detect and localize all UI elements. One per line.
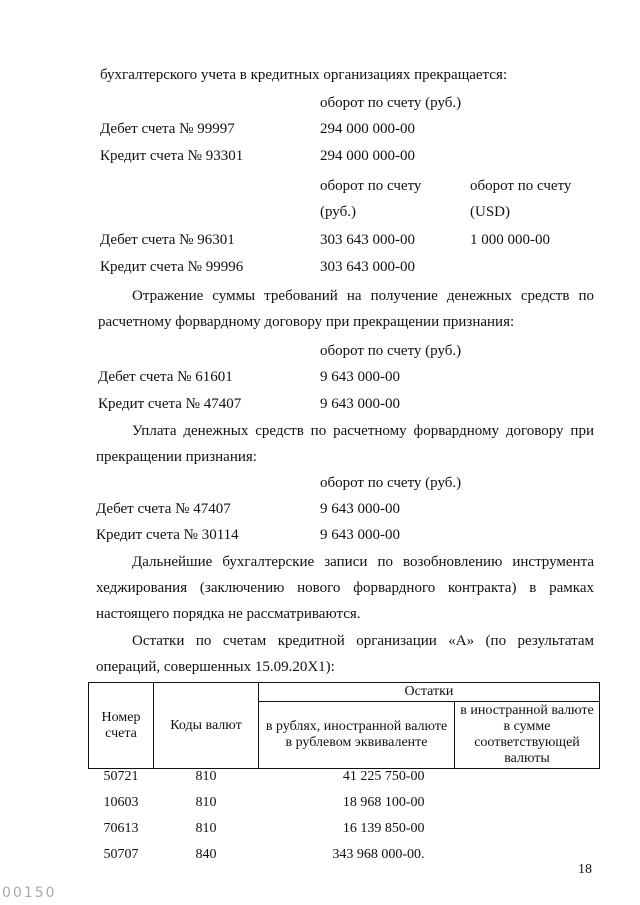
header-balances: Остатки: [259, 683, 600, 702]
paragraph-line: Остатки по счетам кредитной организации «А» (по результатам: [132, 633, 594, 649]
rub-cell: 343 968 000-00.: [332, 847, 425, 863]
rub-cell: 18 968 100-00: [342, 795, 425, 811]
code-cell: 810: [195, 769, 217, 785]
entry-label: Кредит счета № 30114: [96, 527, 239, 543]
account-cell: 50721: [103, 769, 139, 785]
account-cell: 70613: [103, 821, 139, 837]
fx-cell: [455, 769, 600, 796]
entry-amount: 9 643 000-00: [320, 527, 400, 543]
paragraph-line: прекращении признания:: [96, 449, 257, 465]
table-row: [89, 847, 600, 873]
entry-label: Кредит счета № 47407: [98, 396, 242, 412]
turnover-unit-rub: (руб.): [320, 204, 356, 220]
entry-amount: 303 643 000-00: [320, 259, 415, 275]
rub-cell: 41 225 750-00: [342, 769, 425, 785]
archive-stamp: 00150: [2, 885, 57, 901]
account-cell: 10603: [103, 795, 139, 811]
turnover-header: оборот по счету (руб.): [320, 475, 462, 491]
entry-amount: 9 643 000-00: [320, 501, 400, 517]
turnover-unit-usd: (USD): [470, 204, 510, 220]
entry-label: Дебет счета № 99997: [100, 121, 235, 137]
paragraph-line: Дальнейшие бухгалтерские записи по возобновлению инструмента: [132, 554, 594, 570]
turnover-header-usd: оборот по счету: [470, 178, 572, 194]
fx-cell: [455, 795, 600, 821]
header-codes: Коды валют: [154, 683, 259, 769]
account-cell: 50707: [103, 847, 139, 863]
entry-label: Дебет счета № 61601: [98, 369, 233, 385]
page-number: 18: [578, 862, 592, 877]
turnover-header-rub: оборот по счету: [320, 178, 422, 194]
intro-line: бухгалтерского учета в кредитных организациях прекращается:: [100, 67, 508, 83]
entry-label: Дебет счета № 96301: [100, 232, 235, 248]
code-cell: 810: [195, 795, 217, 811]
entry-amount: 294 000 000-00: [320, 148, 415, 164]
paragraph-line: хеджирования (заключению нового форвардного контракта) в рамках: [96, 580, 594, 596]
code-cell: 810: [195, 821, 217, 837]
entry-amount: 294 000 000-00: [320, 121, 415, 137]
paragraph-line: настоящего порядка не рассматриваются.: [96, 606, 361, 622]
turnover-header: оборот по счету (руб.): [320, 343, 462, 359]
turnover-header: оборот по счету (руб.): [320, 95, 462, 111]
header-fx: в иностранной валюте в сумме соответствующей валюты: [455, 702, 600, 769]
paragraph-line: операций, совершенных 15.09.20Х1):: [96, 659, 335, 675]
entry-amount: 9 643 000-00: [320, 369, 400, 385]
header-account: Номер счета: [89, 683, 154, 769]
paragraph-line: Уплата денежных средств по расчетному форвардному договору при: [132, 423, 594, 439]
entry-amount: 303 643 000-00: [320, 232, 415, 248]
code-cell: 840: [195, 847, 217, 863]
rub-cell: 16 139 850-00: [342, 821, 425, 837]
entry-amount-usd: 1 000 000-00: [470, 232, 550, 248]
paragraph-line: Отражение суммы требований на получение денежных средств по: [132, 288, 594, 304]
table-row: [89, 769, 600, 796]
entry-label: Кредит счета № 93301: [100, 148, 244, 164]
table-row: [89, 821, 600, 847]
fx-cell: [455, 821, 600, 847]
entry-label: Кредит счета № 99996: [100, 259, 244, 275]
header-rub: в рублях, иностранной валюте в рублевом эквиваленте: [259, 702, 455, 769]
table-row: [89, 795, 600, 821]
balances-table: [88, 682, 600, 873]
entry-amount: 9 643 000-00: [320, 396, 400, 412]
paragraph-line: расчетному форвардному договору при прекращении признания:: [98, 314, 515, 330]
entry-label: Дебет счета № 47407: [96, 501, 231, 517]
